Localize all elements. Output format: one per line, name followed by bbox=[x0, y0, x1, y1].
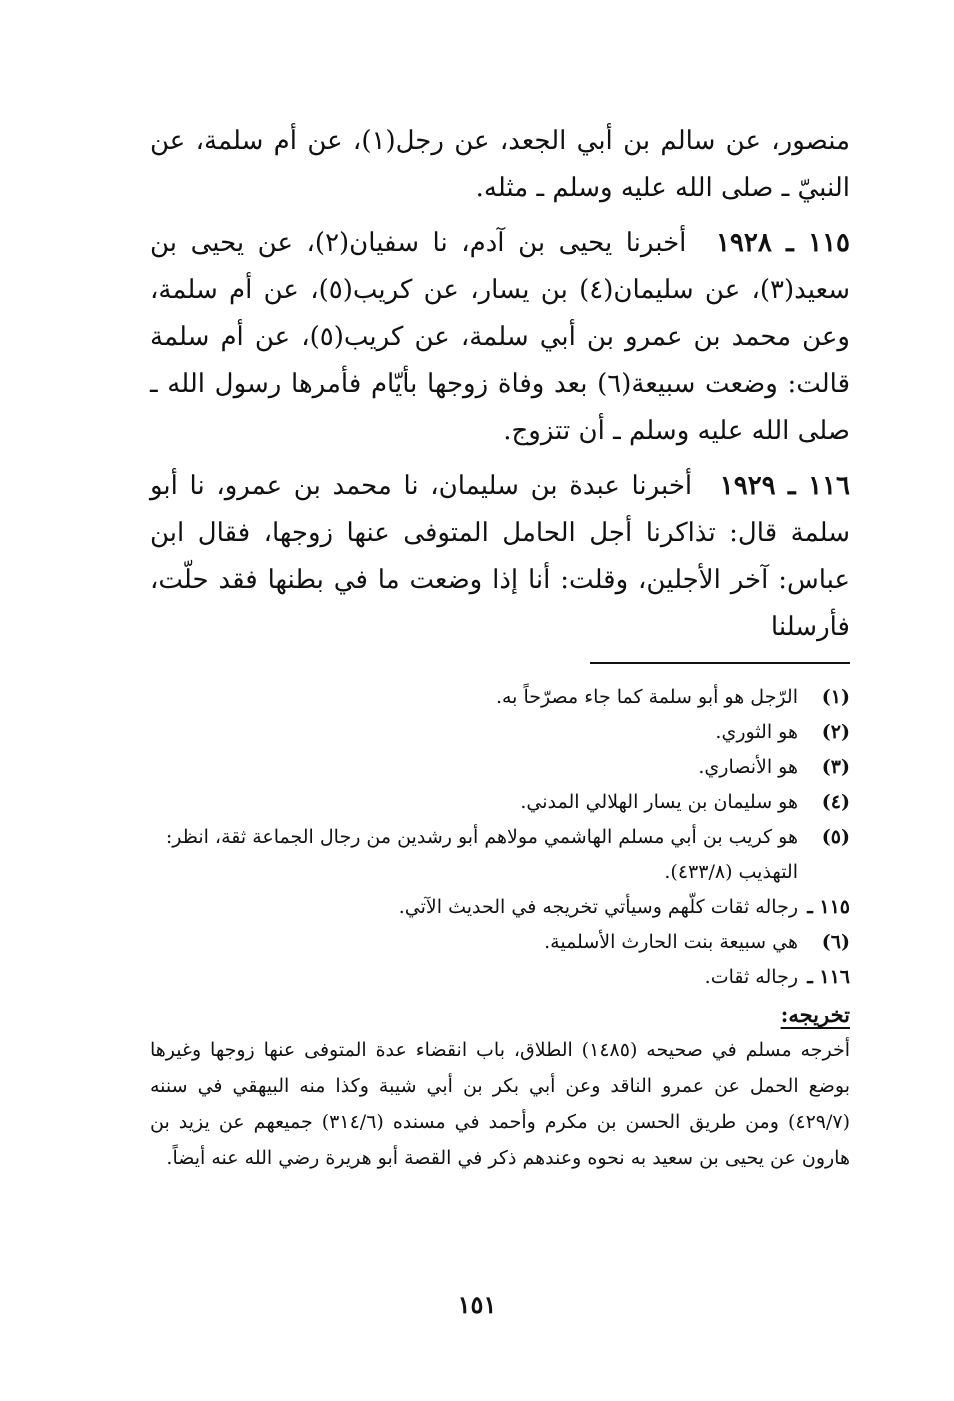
footnote-text: هو الأنصاري. bbox=[698, 756, 798, 778]
takhrij-heading: تخريجه: bbox=[780, 1002, 850, 1027]
footnote-tag: (٢) bbox=[821, 721, 850, 743]
footnotes bbox=[150, 680, 850, 1176]
footnote-text: هو كريب بن أبي مسلم الهاشمي مولاهم أبو رشدين من رجال الجماعة ثقة، انظر: التهذيب (٤٣٣/٨). bbox=[165, 826, 798, 883]
main-text bbox=[150, 118, 850, 659]
page-number: ١٥١ bbox=[457, 1290, 497, 1319]
paragraph-2-text: أخبرنا يحيى بن آدم، نا سفيان(٢)، عن يحيى بن سعيد(٣)، عن سليمان(٤) بن يسار، عن كريب(٥)، عن أم سلمة، وعن محمد بن عمرو بن أبي سلمة، عن كريب(٥)، عن أم سلمة قالت: وضعت سبيعة(٦) بعد وفاة زوجها بأيّام فأمرها رسول الله ـ صلى الله عليه وسلم ـ أن تتزوج. bbox=[150, 228, 851, 446]
footnote-text: هو الثوري. bbox=[715, 721, 798, 743]
footnote-item bbox=[150, 715, 850, 750]
footnote-tag: ١١٦ ـ bbox=[807, 966, 850, 988]
footnote-item bbox=[150, 680, 850, 715]
footnote-text: الرّجل هو أبو سلمة كما جاء مصرّحاً به. bbox=[495, 686, 798, 708]
hadith-number-115: ١١٥ ـ ١٩٢٨ bbox=[715, 228, 851, 258]
footnote-text: رجاله ثقات كلّهم وسيأتي تخريجه في الحديث الآتي. bbox=[398, 896, 798, 918]
paragraph-3 bbox=[150, 463, 850, 651]
footnote-tag: (٥) bbox=[821, 826, 850, 848]
footnote-tag: (٣) bbox=[821, 756, 850, 778]
footnote-item bbox=[150, 925, 850, 960]
footnote-item bbox=[150, 820, 850, 890]
footnote-text: هو سليمان بن يسار الهلالي المدني. bbox=[520, 791, 798, 813]
footnote-tag: (٤) bbox=[821, 791, 850, 813]
footnote-text: رجاله ثقات. bbox=[704, 966, 798, 988]
footnote-item bbox=[150, 890, 850, 925]
footnote-divider bbox=[590, 662, 850, 664]
paragraph-2 bbox=[150, 220, 850, 455]
footnote-item bbox=[150, 750, 850, 785]
paragraph-1: منصور، عن سالم بن أبي الجعد، عن رجل(١)، عن أم سلمة، عن النبيّ ـ صلى الله عليه وسلم ـ مثله. bbox=[150, 126, 850, 203]
paragraph-3-text: أخبرنا عبدة بن سليمان، نا محمد بن عمرو، نا أبو سلمة قال: تذاكرنا أجل الحامل المتوفى عنها زوجها، فقال ابن عباس: آخر الأجلين، وقلت: أنا إذا وضعت ما في بطنها فقد حلّت، فأرسلنا bbox=[150, 471, 850, 642]
takhrij-body: أخرجه مسلم في صحيحه (١٤٨٥) الطلاق، باب انقضاء عدة المتوفى عنها زوجها وغيرها بوضع الحمل عن عمرو الناقد وعن أبي بكر بن أبي شيبة وكذا منه البيهقي في سننه (٤٢٩/٧) ومن طريق الحسن بن مكرم وأحمد في مسنده (٣١٤/٦) جميعهم عن يزيد بن هارون عن يحيى بن سعيد به نحوه وعندهم ذكر في القصة أبو هريرة رضي الله عنه أيضاً. bbox=[150, 1039, 851, 1169]
footnote-text: هي سبيعة بنت الحارث الأسلمية. bbox=[544, 931, 798, 953]
footnote-tag: (١) bbox=[821, 686, 850, 708]
footnote-item bbox=[150, 960, 850, 995]
footnote-tag: (٦) bbox=[821, 931, 850, 953]
footnote-item bbox=[150, 785, 850, 820]
footnote-tag: ١١٥ ـ bbox=[807, 896, 850, 918]
hadith-number-116: ١١٦ ـ ١٩٢٩ bbox=[719, 471, 851, 501]
